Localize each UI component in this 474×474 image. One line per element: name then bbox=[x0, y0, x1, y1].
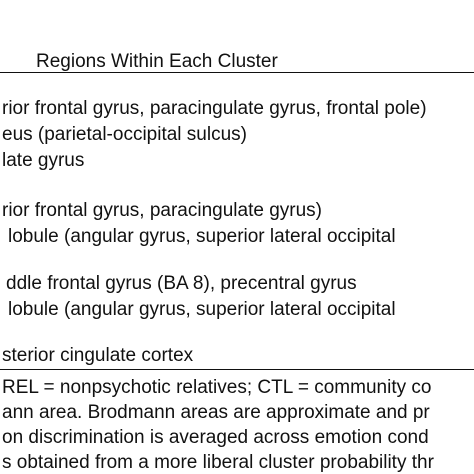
table-row: late gyrus bbox=[2, 150, 85, 171]
table-row: rior frontal gyrus, paracingulate gyrus, frontal pole) bbox=[2, 98, 427, 119]
footnote-line: ann area. Brodmann areas are approximate and pr bbox=[2, 402, 430, 423]
table-row: lobule (angular gyrus, superior lateral occipital bbox=[8, 299, 396, 320]
header-rule bbox=[0, 72, 474, 73]
footnote-line: on discrimination is averaged across emotion cond bbox=[2, 427, 429, 448]
column-header: Regions Within Each Cluster bbox=[36, 51, 278, 72]
table-row: eus (parietal-occipital sulcus) bbox=[2, 124, 247, 145]
table-row: rior frontal gyrus, paracingulate gyrus) bbox=[2, 200, 322, 221]
footnote-line: REL = nonpsychotic relatives; CTL = community co bbox=[2, 377, 432, 398]
table-row: sterior cingulate cortex bbox=[2, 345, 194, 366]
footnote-line: s obtained from a more liberal cluster probability thr bbox=[2, 452, 434, 473]
table-row: lobule (angular gyrus, superior lateral occipital bbox=[8, 226, 396, 247]
table-bottom-rule bbox=[0, 369, 474, 370]
table-row: ddle frontal gyrus (BA 8), precentral gyrus bbox=[6, 273, 357, 294]
